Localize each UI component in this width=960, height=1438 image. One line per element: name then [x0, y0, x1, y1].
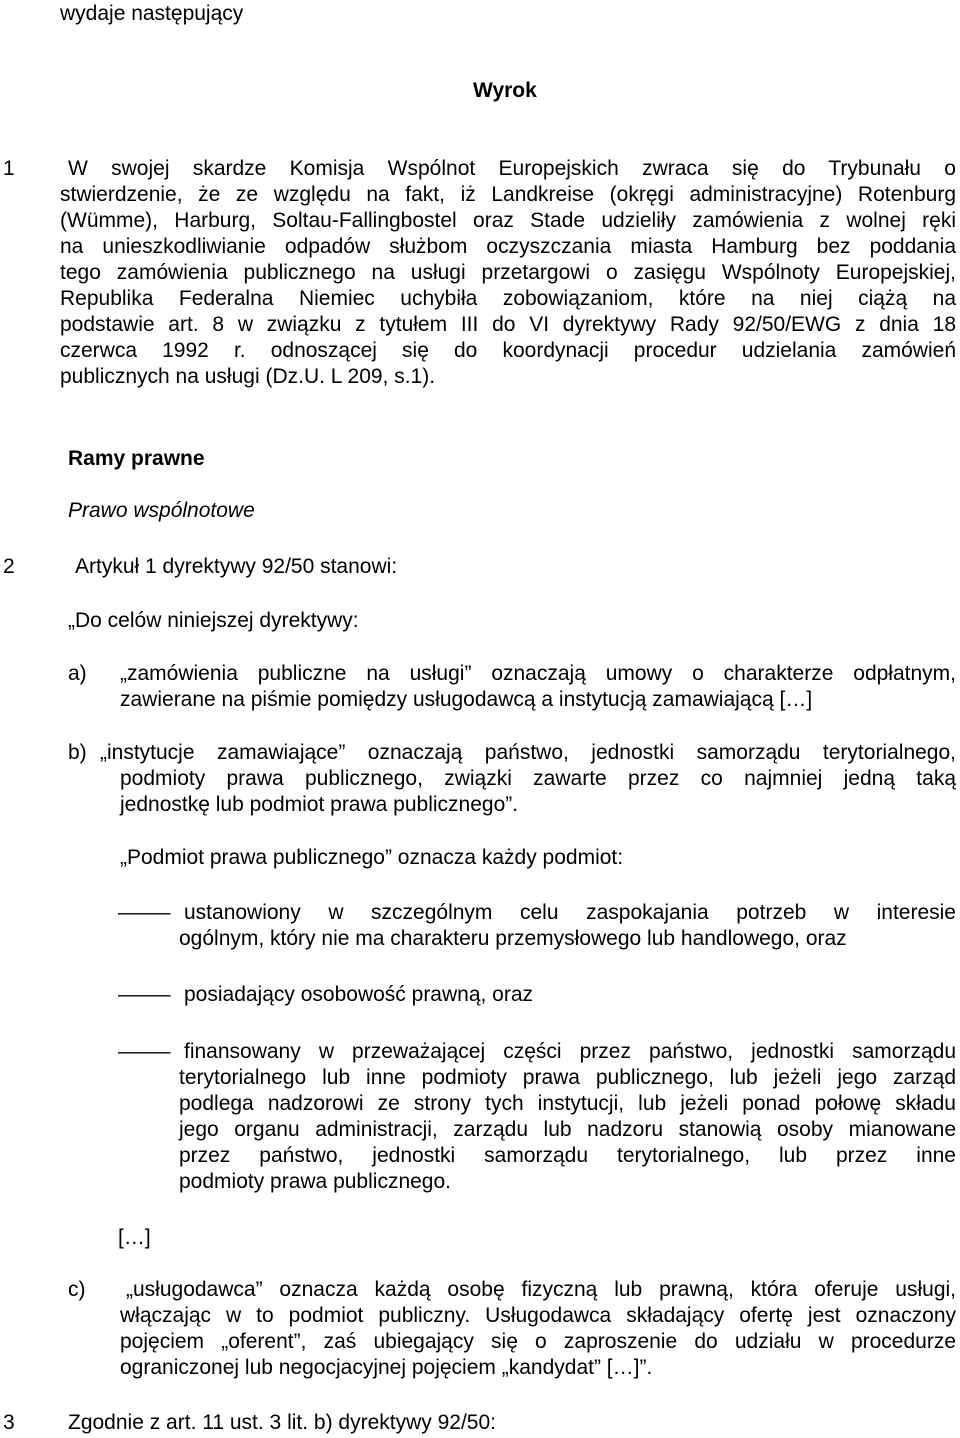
dash-item-line: posiadający osobowość prawną, oraz [184, 983, 534, 1006]
dash-item-line: podmioty prawa publicznego. [179, 1170, 451, 1193]
ellipsis: […] [118, 1226, 151, 1249]
podmiot-intro: „Podmiot prawa publicznego” oznacza każdy podmiot: [120, 846, 624, 869]
dash-mark: — [118, 983, 171, 1006]
subsection-title: Prawo wspólnotowe [68, 499, 255, 522]
paragraph-1-line: na unieszkodliwianie odpadów służbom oczyszczania miasta Hamburg bez poddania [60, 235, 956, 258]
dash-item-line: jego organu administracji, zarządu lub nadzoru stanowią osoby mianowane [179, 1118, 956, 1141]
item-b-line: podmioty prawa publicznego, związki zawarte przez co najmniej jedną taką [120, 767, 956, 790]
item-label: a) [68, 662, 87, 685]
paragraph-1-line: publicznych na usługi (Dz.U. L 209, s.1). [60, 365, 436, 388]
item-c-line: włączając w to podmiot publiczny. Usługodawca składający ofertę jest oznaczony [120, 1304, 956, 1327]
dash-item-line: ogólnym, który nie ma charakteru przemysłowego lub handlowego, oraz [179, 927, 847, 950]
quote-intro: „Do celów niniejszej dyrektywy: [68, 609, 359, 632]
paragraph-1-line: podstawie art. 8 w związku z tytułem III do VI dyrektywy Rady 92/50/EWG z dnia 18 [60, 313, 956, 336]
item-c-line: ograniczonej lub negocjacyjnej pojęciem „kandydat” […]”. [120, 1356, 653, 1379]
paragraph-1-line: tego zamówienia publicznego na usługi przetargowi o zasięgu Wspólnoty Europejskiej, [60, 261, 956, 284]
paragraph-number: 3 [3, 1411, 15, 1434]
item-label: c) [68, 1278, 86, 1301]
paragraph-2-text: Artykuł 1 dyrektywy 92/50 stanowi: [75, 555, 398, 578]
dash-item-line: podlega nadzorowi ze strony tych instytucji, lub jeżeli ponad połowę składu [179, 1092, 956, 1115]
judgment-heading: Wyrok [473, 79, 537, 102]
dash-item-line: ustanowiony w szczególnym celu zaspokajania potrzeb w interesie [184, 901, 956, 924]
paragraph-3-text: Zgodnie z art. 11 ust. 3 lit. b) dyrektywy 92/50: [68, 1411, 496, 1434]
paragraph-1-line: Republika Federalna Niemiec uchybiła zobowiązaniom, które na niej ciążą na [60, 287, 956, 310]
paragraph-1-line: czerwca 1992 r. odnoszącej się do koordynacji procedur udzielania zamówień [60, 339, 956, 362]
dash-item-line: finansowany w przeważającej części przez państwo, jednostki samorządu [184, 1040, 956, 1063]
dash-mark: — [118, 1040, 171, 1063]
item-b-line: „instytucje zamawiające” oznaczają państwo, jednostki samorządu terytorialnego, [100, 741, 956, 764]
dash-mark: — [118, 901, 171, 924]
item-c-line: pojęciem „oferent”, zaś ubiegający się o zaproszenie do udziału w procedurze [120, 1330, 956, 1353]
item-b-line: jednostkę lub podmiot prawa publicznego”. [120, 793, 519, 816]
section-title: Ramy prawne [68, 447, 205, 470]
dash-item-line: terytorialnego lub inne podmioty prawa publicznego, lub jeżeli jego zarząd [179, 1066, 956, 1089]
intro-text: wydaje następujący [60, 2, 244, 25]
item-label: b) [68, 741, 87, 764]
dash-item-line: przez państwo, jednostki samorządu terytorialnego, lub przez inne [179, 1144, 956, 1167]
item-a-line: zawierane na piśmie pomiędzy usługodawcą a instytucją zamawiającą […] [120, 688, 813, 711]
item-a-line: „zamówienia publiczne na usługi” oznaczają umowy o charakterze odpłatnym, [120, 662, 956, 685]
paragraph-number: 1 [3, 157, 15, 180]
paragraph-number: 2 [3, 555, 15, 578]
paragraph-1-line: W swojej skardze Komisja Wspólnot Europejskich zwraca się do Trybunału o [68, 157, 956, 180]
paragraph-1-line: (Wümme), Harburg, Soltau-Fallingbostel oraz Stade udzieliły zamówienia z wolnej ręki [60, 209, 956, 232]
item-c-line: „usługodawca” oznacza każdą osobę fizyczną lub prawną, która oferuje usługi, [126, 1278, 956, 1301]
paragraph-1-line: stwierdzenie, że ze względu na fakt, iż Landkreise (okręgi administracyjne) Rotenburg [60, 183, 956, 206]
